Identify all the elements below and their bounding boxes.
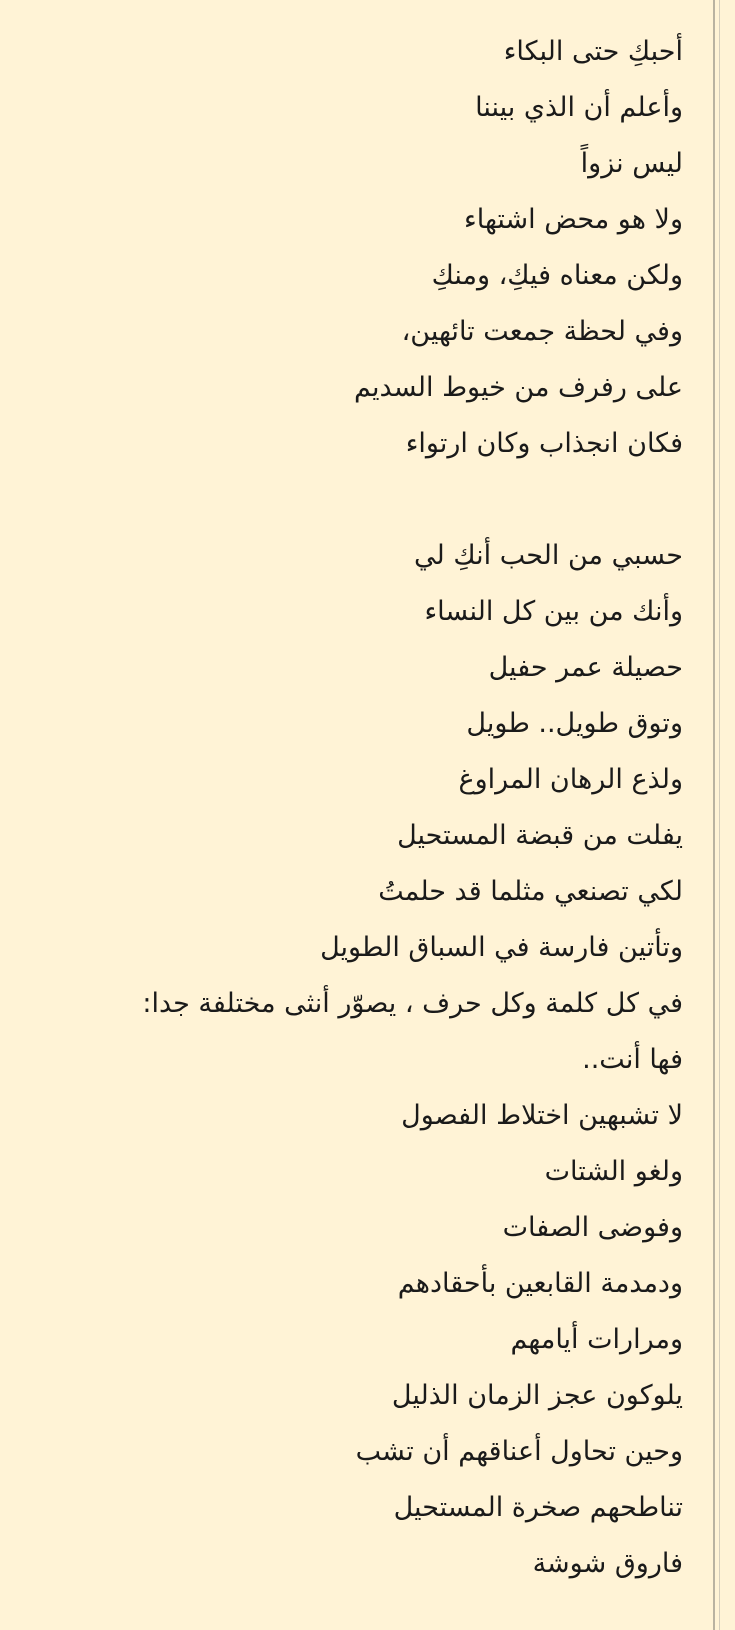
poem-line: وتوق طويل.. طويل: [466, 708, 683, 739]
page-edge-rule-inner: [719, 0, 720, 1630]
poem-line: وحين تحاول أعناقهم أن تشب: [355, 1436, 683, 1467]
poem-line: ومرارات أيامهم: [510, 1324, 683, 1355]
poem-line: فكان انجذاب وكان ارتواء: [405, 428, 683, 459]
poem-line: أحبكِ حتى البكاء: [503, 36, 683, 67]
poem-line: تناطحهم صخرة المستحيل: [393, 1492, 683, 1523]
poem-author: فاروق شوشة: [532, 1548, 683, 1579]
poem-line: ولكن معناه فيكِ، ومنكِ: [431, 260, 683, 291]
poem-line: وأعلم أن الذي بيننا: [475, 92, 683, 123]
poem-line: يفلت من قبضة المستحيل: [397, 820, 683, 851]
stanza-gap: [63, 472, 683, 528]
poem-line: حسبي من الحب أنكِ لي: [414, 540, 683, 571]
poem-line: ولغو الشتات: [544, 1156, 683, 1187]
poem-line: في كل كلمة وكل حرف ، يصوّر أنثى مختلفة جدا:: [142, 988, 683, 1019]
poem-line: وفي لحظة جمعت تائهين،: [401, 316, 683, 347]
poem-line: لا تشبهين اختلاط الفصول: [401, 1100, 683, 1131]
poem-text: [63, 24, 683, 1592]
poem-line: ودمدمة القابعين بأحقادهم: [397, 1268, 683, 1299]
page-edge-rule: [713, 0, 715, 1630]
poem-line: فها أنت..: [582, 1044, 683, 1075]
poem-line: ولا هو محض اشتهاء: [464, 204, 683, 235]
poem-line: على رفرف من خيوط السديم: [354, 372, 683, 403]
poem-line: وأنك من بين كل النساء: [424, 596, 683, 627]
poem-line: وفوضى الصفات: [502, 1212, 683, 1243]
poem-line: لكي تصنعي مثلما قد حلمتُ: [378, 876, 683, 907]
poem-line: وتأتين فارسة في السباق الطويل: [320, 932, 683, 963]
poem-line: يلوكون عجز الزمان الذليل: [391, 1380, 683, 1411]
poem-line: ولذع الرهان المراوغ: [458, 764, 683, 795]
poem-line: حصيلة عمر حفيل: [488, 652, 683, 683]
poem-line: ليس نزواً: [580, 148, 683, 179]
